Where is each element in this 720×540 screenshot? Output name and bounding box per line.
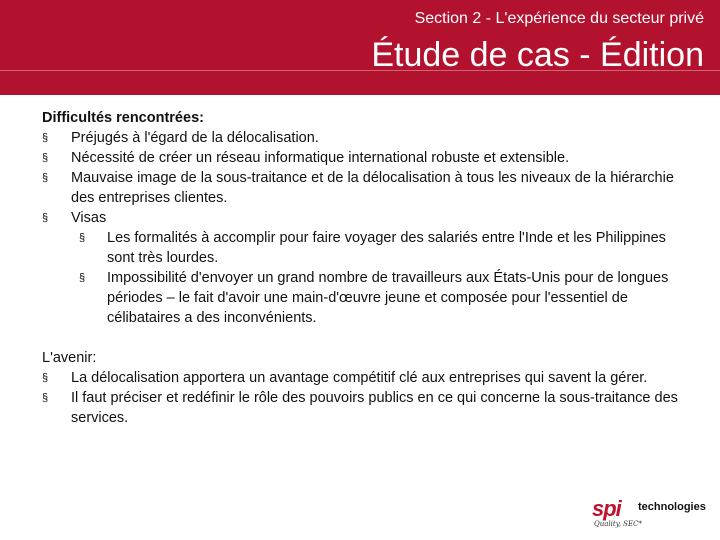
list-item-text: Mauvaise image de la sous-traitance et de la délocalisation à tous les niveaux de la hiérarchie des entreprises clientes. (71, 170, 674, 206)
bullet-icon: § (42, 172, 49, 184)
difficulties-heading: Difficultés rencontrées: (42, 110, 204, 126)
spacer (42, 328, 682, 348)
logo-word: technologies (638, 501, 706, 513)
section-title: Section 2 - L'expérience du secteur privé (414, 10, 704, 27)
difficulties-list (42, 128, 682, 328)
sublist-item-text: Impossibilité d'envoyer un grand nombre de travailleurs aux États-Unis pour de longues périodes – le fait d'avoir une main-d'œuvre jeune et composée pour l'essentiel de célibataires a des inconvénients. (107, 270, 669, 326)
future-list (42, 368, 682, 428)
list-item-text: La délocalisation apportera un avantage compétitif clé aux entreprises qui savent la gérer. (71, 370, 648, 386)
list-item (42, 368, 682, 388)
bullet-icon: § (79, 232, 86, 244)
bullet-icon: § (42, 152, 49, 164)
logo-tagline: Quality, SEC* (594, 520, 642, 528)
logo-brand: spi (592, 496, 621, 521)
list-item (42, 148, 682, 168)
list-item-text: Nécessité de créer un réseau informatique international robuste et extensible. (71, 150, 570, 166)
bullet-icon: § (79, 272, 86, 284)
header-bottom-rule (0, 92, 720, 95)
bullet-icon: § (42, 392, 49, 404)
sublist-item-text: Les formalités à accomplir pour faire voyager des salariés entre l'Inde et les Philippines sont très lourdes. (107, 230, 666, 266)
slide-body (42, 108, 682, 428)
list-item (42, 168, 682, 208)
list-item-text: Visas (71, 210, 107, 226)
list-item (42, 388, 682, 428)
sublist-item (71, 228, 682, 268)
slide-header (0, 0, 720, 92)
visa-sublist (71, 228, 682, 328)
bullet-icon: § (42, 372, 49, 384)
list-item (42, 208, 682, 328)
spi-technologies-logo (592, 496, 712, 532)
bullet-icon: § (42, 212, 49, 224)
sublist-item (71, 268, 682, 328)
future-heading: L'avenir: (42, 350, 97, 366)
bullet-icon: § (42, 132, 49, 144)
list-item (42, 128, 682, 148)
list-item-text: Préjugés à l'égard de la délocalisation. (71, 130, 319, 146)
list-item-text: Il faut préciser et redéfinir le rôle des pouvoirs publics en ce qui concerne la sous-traitance des services. (71, 390, 678, 426)
slide-title: Étude de cas - Édition (371, 36, 704, 74)
